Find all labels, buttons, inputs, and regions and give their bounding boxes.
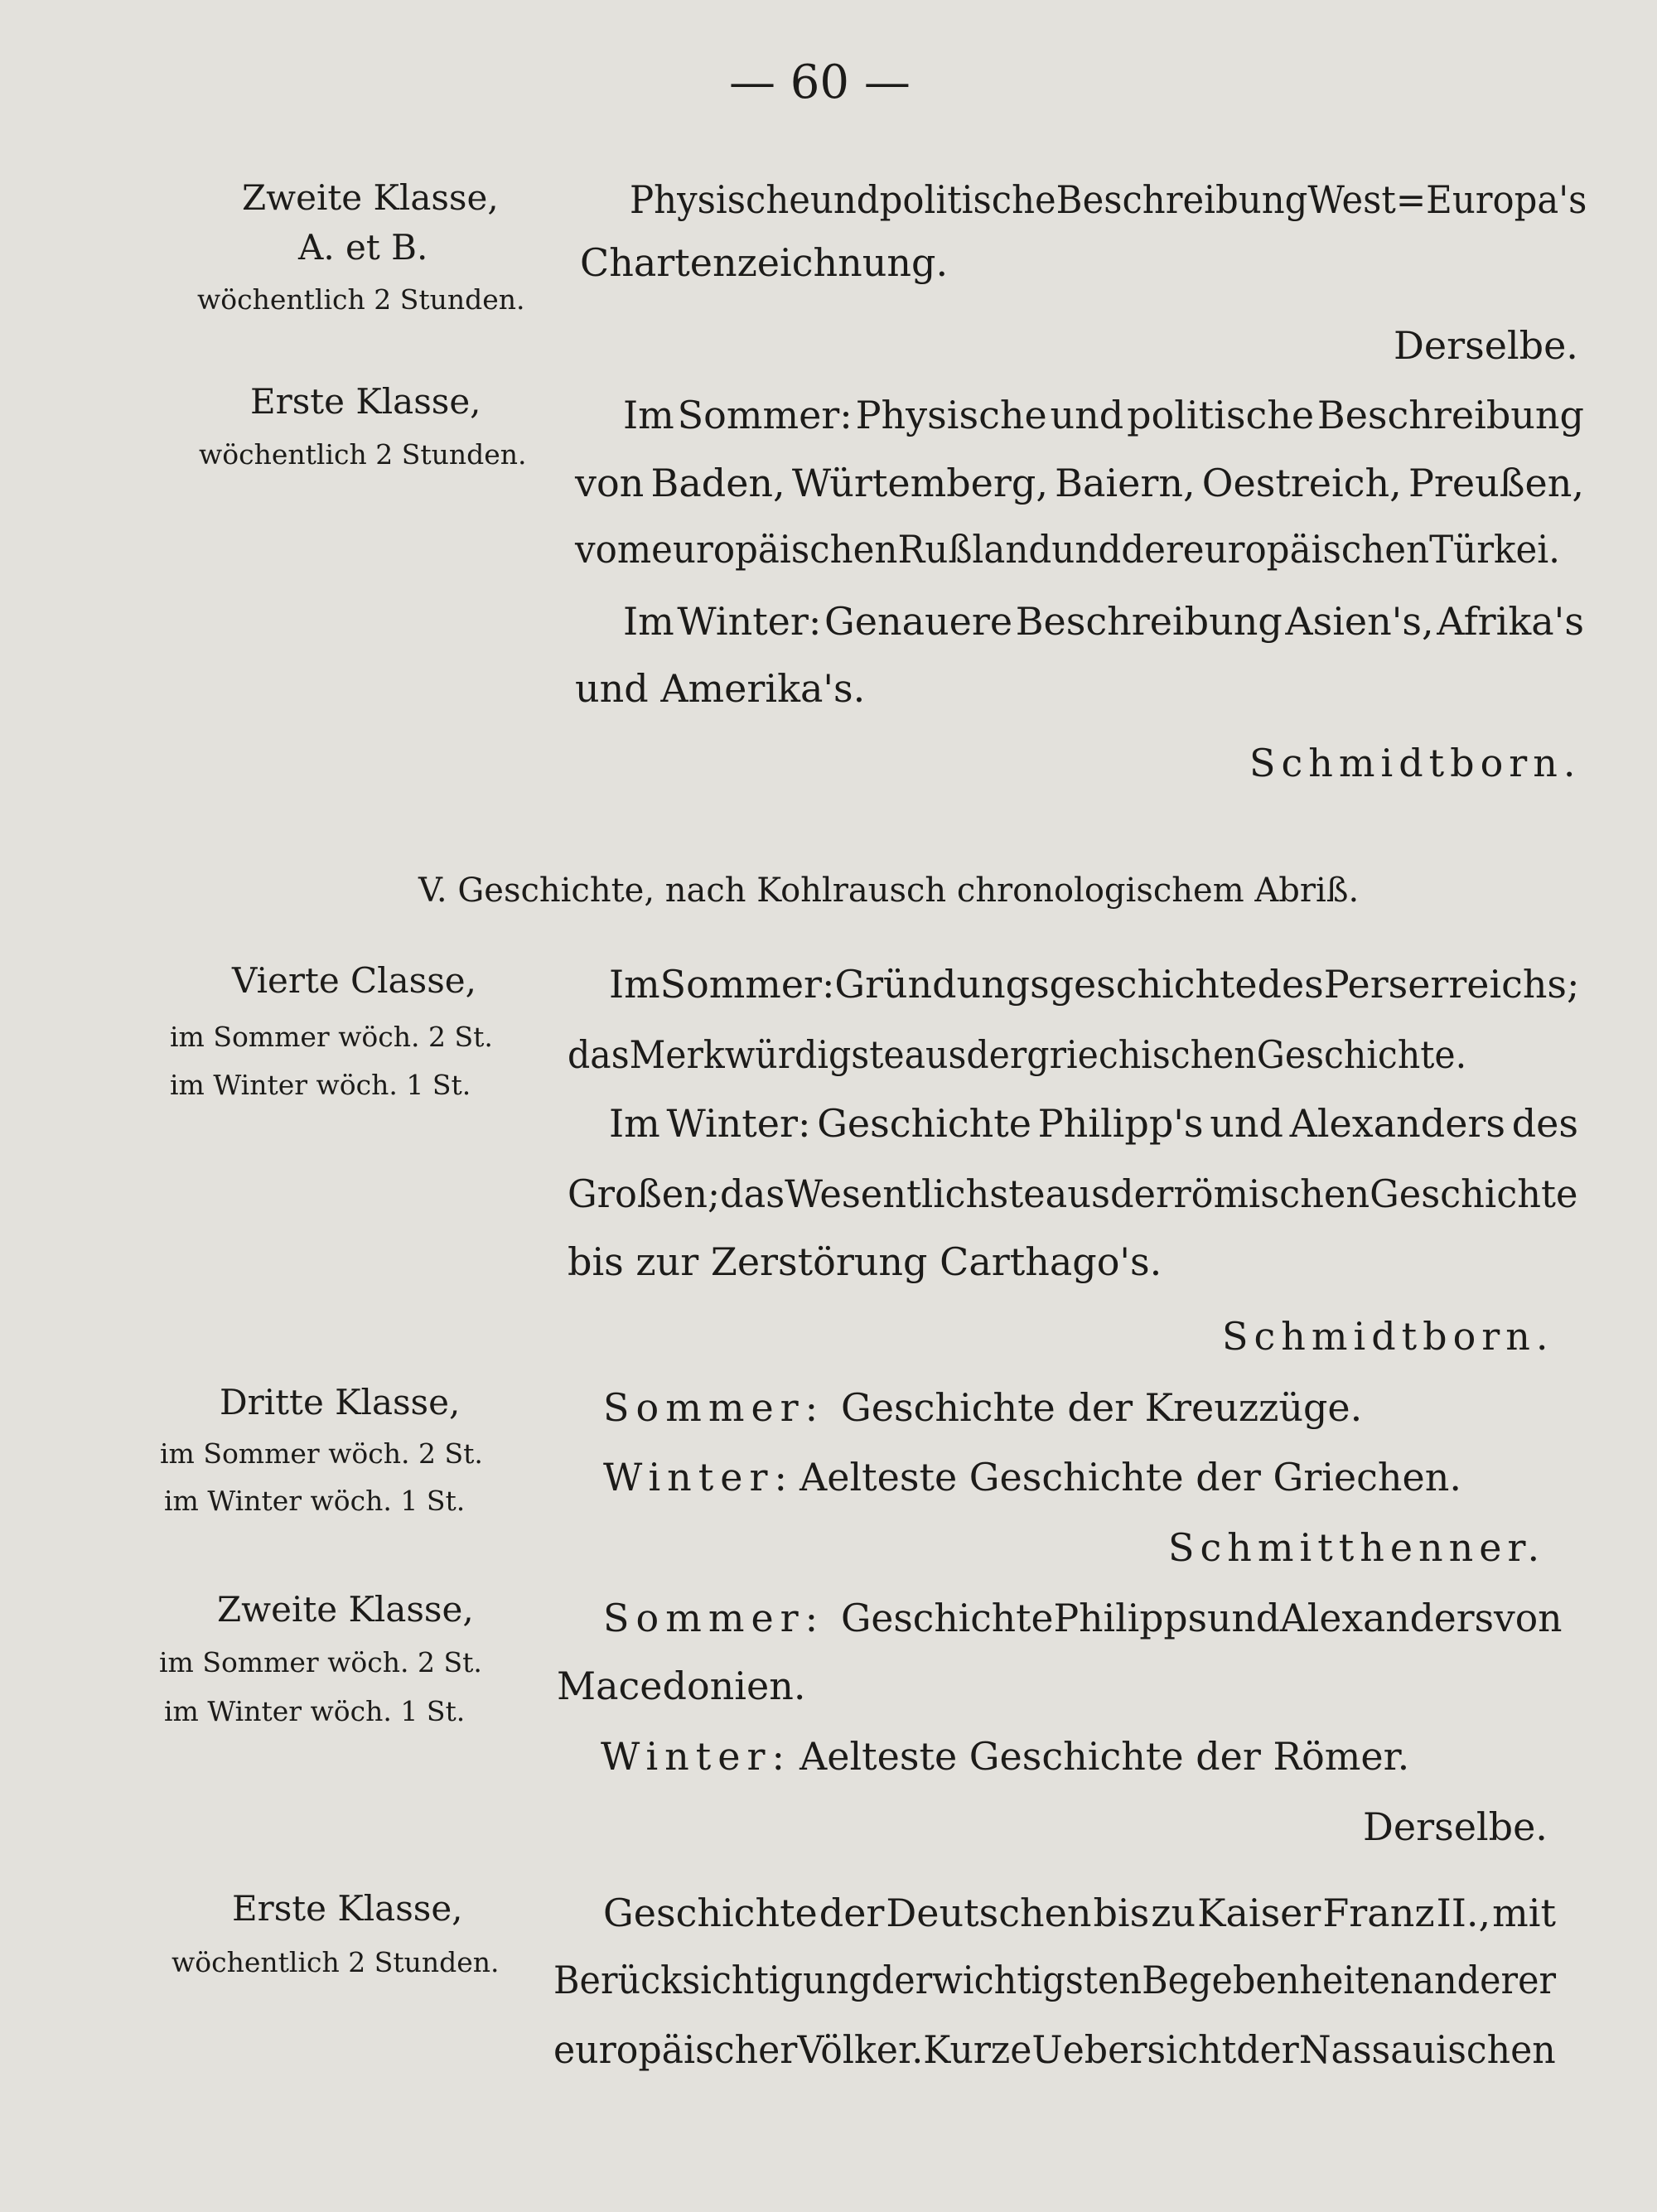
class-hours: im Sommer wöch. 2 St. — [170, 1021, 493, 1053]
class-hours: im Sommer wöch. 2 St. — [159, 1646, 482, 1678]
page-number: — 60 — — [729, 56, 911, 109]
summer-label: Sommer: — [603, 1385, 825, 1430]
text-line: Großen; das Wesentlichste aus der römischen Geschichte — [568, 1171, 1578, 1216]
class-label: Zweite Klasse, — [242, 177, 499, 218]
class-hours: im Sommer wöch. 2 St. — [160, 1437, 483, 1470]
signature: Derselbe. — [1394, 323, 1578, 368]
summer-label: Sommer: — [603, 1596, 825, 1640]
text-line: bis zur Zerstörung Carthago's. — [568, 1239, 1162, 1284]
text-line: Physische und politische Beschreibung West=Europa's — [630, 177, 1587, 222]
text-line: Aelteste Geschichte der Griechen. — [800, 1455, 1462, 1500]
text-line: Macedonien. — [557, 1664, 806, 1708]
class-label: Erste Klasse, — [250, 381, 481, 422]
class-label: Zweite Klasse, — [217, 1589, 474, 1630]
class-hours: im Winter wöch. 1 St. — [164, 1485, 466, 1517]
text-line: und Amerika's. — [575, 666, 866, 711]
text-line: Im Sommer: Gründungsgeschichte des Perserreichs; — [609, 962, 1580, 1007]
text-line: Chartenzeichnung. — [580, 240, 949, 285]
text-line: Im Sommer: Physische und politische Beschreibung — [623, 393, 1584, 437]
text-line: Geschichte der Deutschen bis zu Kaiser Franz II., mit — [603, 1891, 1556, 1935]
class-hours: wöchentlich 2 Stunden. — [199, 438, 527, 471]
section-heading: V. Geschichte, nach Kohlrausch chronologischem Abriß. — [418, 872, 1360, 910]
class-label: Dritte Klasse, — [220, 1382, 461, 1422]
text-line: Im Winter: Geschichte Philipp's und Alexanders des — [609, 1101, 1578, 1146]
text-line: europäischer Völker. Kurze Uebersicht der Nassauischen — [553, 2027, 1556, 2072]
text-line: Berücksichtigung der wichtigsten Begebenheiten anderer — [553, 1958, 1556, 2002]
text-line: Im Winter: Genauere Beschreibung Asien's, Afrika's — [623, 599, 1584, 644]
signature: Schmidtborn. — [1249, 741, 1582, 785]
class-hours: im Winter wöch. 1 St. — [170, 1069, 471, 1101]
signature: Schmitthenner. — [1168, 1525, 1546, 1570]
signature: Derselbe. — [1363, 1804, 1548, 1849]
text-line: das Merkwürdigste aus der griechischen Geschichte. — [568, 1032, 1467, 1077]
winter-label: Winter: — [603, 1455, 795, 1500]
class-hours: im Winter wöch. 1 St. — [164, 1695, 466, 1727]
text-line: von Baden, Würtemberg, Baiern, Oestreich, Preußen, — [575, 461, 1584, 505]
class-label: Vierte Classe, — [232, 960, 476, 1001]
class-hours: wöchentlich 2 Stunden. — [171, 1946, 500, 1978]
text-line: vom europäischen Rußland und der europäischen Türkei. — [575, 527, 1561, 572]
class-hours: wöchentlich 2 Stunden. — [197, 283, 525, 316]
text-line: Geschichte Philipps und Alexanders von — [841, 1596, 1563, 1640]
winter-label: Winter: — [601, 1734, 792, 1779]
text-line: Aelteste Geschichte der Römer. — [800, 1734, 1410, 1779]
signature: Schmidtborn. — [1222, 1314, 1554, 1359]
class-label: Erste Klasse, — [232, 1888, 463, 1929]
class-sublabel: A. et B. — [298, 227, 428, 268]
text-line: Geschichte der Kreuzzüge. — [841, 1385, 1363, 1430]
